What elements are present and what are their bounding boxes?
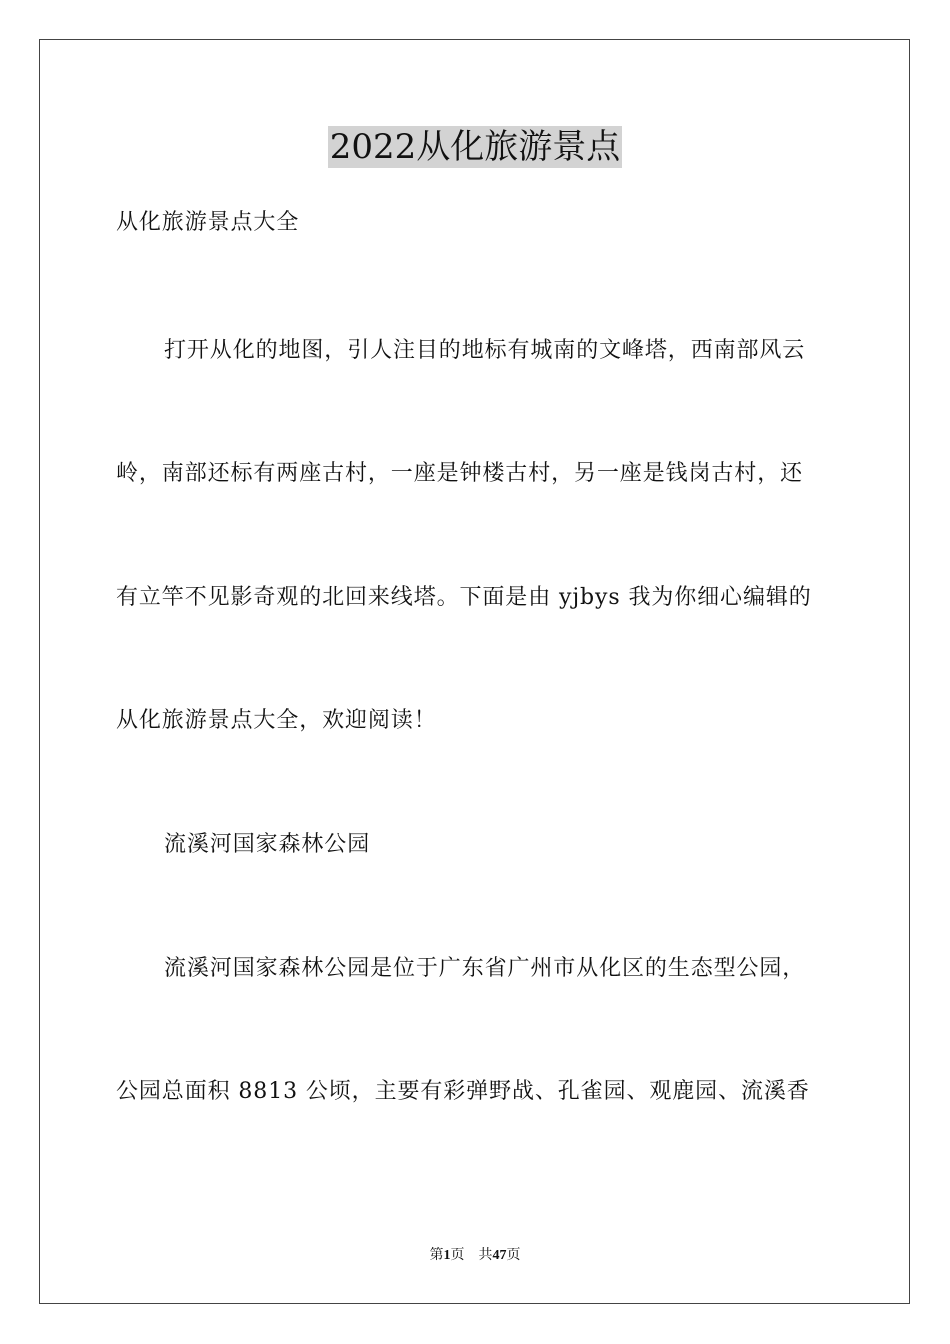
footer-prefix: 第 <box>429 1248 444 1263</box>
document-subtitle: 从化旅游景点大全 <box>116 210 300 235</box>
paragraph-line: 打开从化的地图，引人注目的地标有城南的文峰塔，西南部风云 <box>164 338 806 363</box>
document-title: 2022从化旅游景点 <box>329 127 621 167</box>
page-number: 1 <box>443 1248 451 1263</box>
footer-page-suffix: 页 <box>450 1248 465 1263</box>
page-footer <box>0 1247 950 1265</box>
section-heading: 流溪河国家森林公园 <box>164 832 371 857</box>
footer-total-suffix: 页 <box>506 1248 521 1263</box>
total-pages: 47 <box>492 1248 507 1263</box>
paragraph-line: 流溪河国家森林公园是位于广东省广州市从化区的生态型公园， <box>164 956 806 981</box>
footer-total-prefix: 共 <box>478 1248 493 1263</box>
paragraph-line: 有立竿不见影奇观的北回来线塔。下面是由 yjbys 我为你细心编辑的 <box>116 585 812 610</box>
paragraph-line: 岭，南部还标有两座古村，一座是钟楼古村，另一座是钱岗古村，还 <box>116 461 804 486</box>
paragraph-line: 从化旅游景点大全，欢迎阅读！ <box>116 708 437 733</box>
paragraph-line: 公园总面积 8813 公顷，主要有彩弹野战、孔雀园、观鹿园、流溪香 <box>116 1079 810 1104</box>
title-container <box>0 126 950 168</box>
